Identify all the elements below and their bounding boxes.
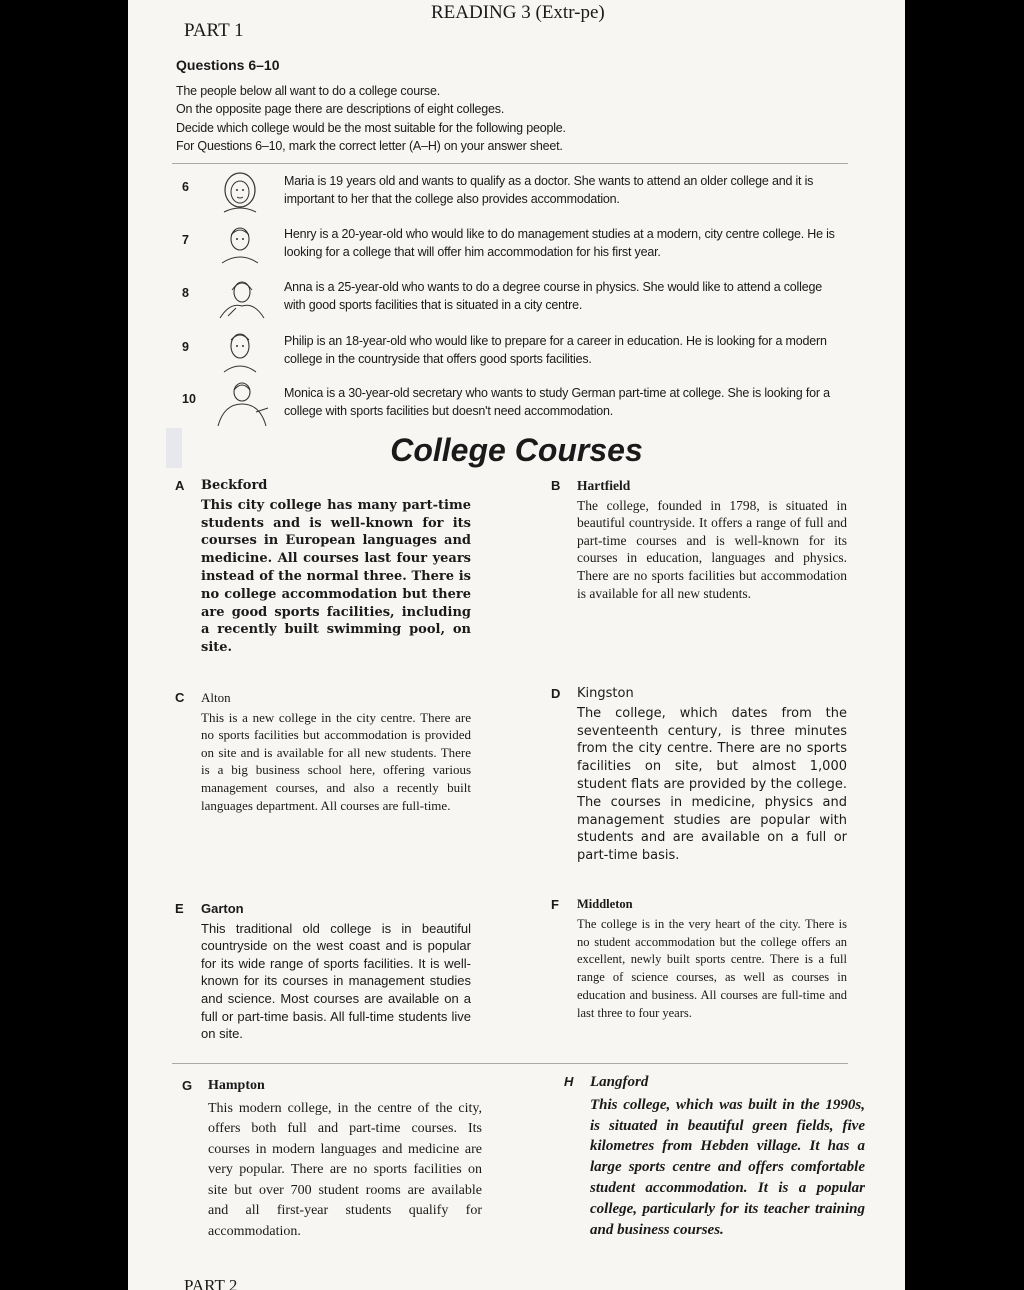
person-item: [128, 280, 905, 332]
section-title: College Courses: [390, 432, 643, 468]
question-number: 6: [182, 180, 189, 194]
person-description: Monica is a 30-year-old secretary who wants to study German part-time at college. She is looking for a college with sports facilities but doesn't need accommodation.: [284, 386, 830, 418]
college-name: Kingston: [577, 686, 634, 701]
college-name: Hartfield: [577, 478, 631, 493]
person-item: [128, 227, 905, 279]
college-letter: D: [551, 686, 561, 701]
college-name: Garton: [201, 901, 244, 916]
man-portrait-icon: [216, 223, 270, 269]
person-description: Anna is a 25-year-old who wants to do a degree course in physics. She would like to attend a college with good sports facilities that is situated in a city centre.: [284, 280, 822, 312]
instruction-line: On the opposite page there are descriptions of eight colleges.: [176, 102, 505, 116]
woman-portrait-icon: [216, 170, 270, 216]
worksheet-page: [128, 0, 905, 1290]
college-letter: E: [175, 901, 184, 916]
college-entry: [175, 689, 471, 814]
college-letter: B: [551, 478, 561, 493]
college-entry: [175, 477, 471, 657]
college-entry: [551, 685, 847, 865]
person-description: Henry is a 20-year-old who would like to do management studies at a modern, city centre college. He is looking for a college that will offer him accommodation for his first year.: [284, 227, 835, 259]
question-number: 10: [182, 392, 196, 406]
college-description: This city college has many part-time students and is well-known for its courses in European languages and medicine. All courses last four years instead of the normal three. There is no college accommodation but there are good sports facilities, including a recently built swimming pool, on site.: [201, 497, 471, 656]
college-entry: [564, 1072, 865, 1240]
college-entry: [182, 1076, 482, 1242]
college-name: Beckford: [201, 478, 268, 493]
college-description: This traditional old college is in beautiful countryside on the west coast and is popular for its wide range of sports facilities. It is well-known for its courses in management studies and science. Most courses are available on a full or part-time basis. All full-time students live on site.: [201, 920, 471, 1042]
man-portrait-icon: [216, 330, 270, 376]
question-number: 7: [182, 233, 189, 247]
college-letter: H: [564, 1074, 574, 1089]
woman-portrait-icon: [216, 276, 270, 322]
instruction-line: Decide which college would be the most suitable for the following people.: [176, 121, 566, 135]
college-entry: [175, 900, 471, 1043]
divider: [172, 163, 848, 164]
college-letter: F: [551, 897, 559, 912]
college-description: This college, which was built in the 1990s, is situated in beautiful green fields, five kilometres from Hebden village. It has a large sports centre and offers comfortable student accommodation. It is a popular college, particularly for its teacher training and business courses.: [590, 1096, 865, 1238]
college-name: Middleton: [577, 897, 633, 911]
question-number: 9: [182, 340, 189, 354]
college-letter: G: [182, 1078, 193, 1093]
questions-heading: Questions 6–10: [176, 57, 280, 73]
woman-portrait-icon: [216, 382, 270, 428]
college-description: The college is in the very heart of the city. There is no student accommodation but the college offers an excellent, newly built sports centre. There is a full range of science courses, as well as courses in education and business. All courses are full-time and last three to four years.: [577, 916, 847, 1020]
instruction-line: For Questions 6–10, mark the correct letter (A–H) on your answer sheet.: [176, 139, 563, 153]
person-item: [128, 174, 905, 226]
college-entry: [551, 896, 847, 1023]
college-name: Alton: [201, 690, 231, 705]
question-number: 8: [182, 286, 189, 300]
person-description: Philip is an 18-year-old who would like to prepare for a career in education. He is looking for a modern college in the countryside that offers good sports facilities.: [284, 334, 827, 366]
college-letter: C: [175, 690, 185, 705]
college-description: This modern college, in the centre of the city, offers both full and part-time courses. Its courses in modern languages and medicine are very popular. There are no sports facilities on site but over 700 student rooms are available and all first-year students qualify for accommodation.: [208, 1100, 482, 1239]
part-2-heading: PART 2: [184, 1276, 238, 1290]
reading-title: READING 3 (Extr-pe): [431, 2, 605, 23]
college-entry: [551, 477, 847, 602]
college-description: The college, founded in 1798, is situated in beautiful countryside. It offers a range of full and part-time courses and is well-known for its courses in education, languages and physics. There are no sports facilities but accommodation is available for all new students.: [577, 497, 847, 601]
college-description: This is a new college in the city centre. There are no sports facilities but accommodation is provided on site and is available for all new students. There is a big business school here, offering various management courses, and also a recently built languages department. All courses are full-time.: [201, 709, 471, 813]
divider: [172, 1063, 848, 1064]
college-letter: A: [175, 478, 185, 493]
college-name: Hampton: [208, 1078, 265, 1093]
person-item: [128, 334, 905, 386]
person-description: Maria is 19 years old and wants to qualify as a doctor. She wants to attend an older college and it is important to her that the college also provides accommodation.: [284, 174, 814, 206]
college-description: The college, which dates from the seventeenth century, is three minutes from the city centre. There are no sports facilities on site, but almost 1,000 student flats are provided by the college. The courses in medicine, physics and management studies are popular with students and are available on a full or part-time basis.: [577, 705, 847, 864]
college-name: Langford: [590, 1074, 649, 1090]
instruction-line: The people below all want to do a college course.: [176, 84, 440, 98]
part-heading: PART 1: [184, 20, 244, 41]
